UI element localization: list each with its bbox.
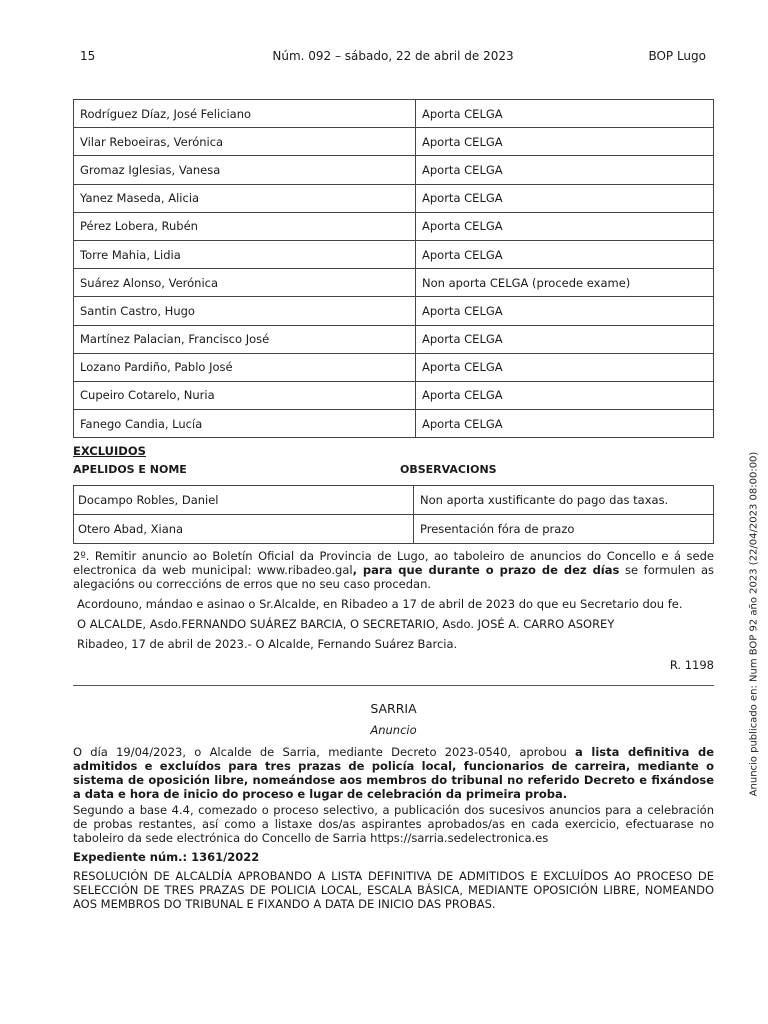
excluded-col-name: APELIDOS E NOME [73,463,187,476]
table-row [74,410,714,438]
applicant-observation: Aporta CELGA [416,353,714,381]
applicant-name: Pérez Lobera, Rubén [74,212,416,240]
sarria-title: SARRIA [370,701,417,716]
applicant-observation: Non aporta xustificante do pago das taxas. [414,486,714,515]
applicant-name: Lozano Pardiño, Pablo José [74,353,416,381]
page-number: 15 [80,49,96,63]
table-row [74,156,714,184]
sarria-p1-bold: a lista definitiva de admitidos e excluídos para tres prazas de policía local, funcionarios de carreira, mediante o sistema de oposición libre, nomeándose aos membros do tribunal no referido Decreto e fixándose a data e hora de inicio do proceso e lugar de celebración da primeira proba. [73,745,714,801]
applicant-name: Martínez Palacian, Francisco José [74,325,416,353]
table-row [74,353,714,381]
table-row [74,240,714,268]
applicant-observation: Aporta CELGA [416,297,714,325]
remit-paragraph [73,549,714,591]
sarria-resolution: RESOLUCIÓN DE ALCALDÍA APROBANDO A LISTA DEFINITIVA DE ADMITIDOS E EXCLUÍDOS AO PROCESO DE SELECCIÓN DE TRES PRAZAS DE POLICIA LOCAL, ESCALA BÁSICA, MEDIANTE OPOSICIÓN LIBRE, NOMEANDO AOS MEMBROS DO TRIBUNAL E FIXANDO A DATA DE INICIO DAS PROBAS. [73,869,714,911]
applicant-observation: Aporta CELGA [416,410,714,438]
applicant-name: Suárez Alonso, Verónica [74,269,416,297]
agreement-paragraph: Acordouno, mándao e asinao o Sr.Alcalde, en Ribadeo a 17 de abril de 2023 do que eu Secretario dou fe. [77,597,683,611]
applicant-name: Rodríguez Díaz, José Feliciano [74,100,416,128]
reference-number: R. 1198 [669,658,714,672]
remit-deadline: , para que durante o prazo de dez días [352,563,620,577]
applicant-observation: Presentación fóra de prazo [414,515,714,544]
applicant-name: Otero Abad, Xiana [74,515,414,544]
issue-date: Núm. 092 – sábado, 22 de abril de 2023 [272,49,514,63]
applicant-name: Yanez Maseda, Alicia [74,184,416,212]
applicant-observation: Non aporta CELGA (procede exame) [416,269,714,297]
applicant-observation: Aporta CELGA [416,240,714,268]
remit-text: 2º. Remitir anuncio ao Boletín Oficial da Provincia de Lugo, ao taboleiro de anuncios do Concello e á sede electronica da web municipal: www.ribadeo.gal [73,549,714,577]
applicant-observation: Aporta CELGA [416,100,714,128]
date-signature: Ribadeo, 17 de abril de 2023.- O Alcalde, Fernando Suárez Barcia. [77,637,458,651]
applicant-name: Torre Mahia, Lidia [74,240,416,268]
publication-side-note: Anuncio publicado en: Num BOP 92 año 2023 (22/04/2023 08:00:00) [748,451,760,797]
sarria-p1-text: O día 19/04/2023, o Alcalde de Sarria, mediante Decreto 2023-0540, aprobou [73,745,576,759]
table-row [74,128,714,156]
table-row [74,212,714,240]
excluded-table [73,485,714,544]
applicant-name: Vilar Reboeiras, Verónica [74,128,416,156]
applicant-name: Fanego Candia, Lucía [74,410,416,438]
applicant-observation: Aporta CELGA [416,184,714,212]
applicant-observation: Aporta CELGA [416,325,714,353]
table-row [74,269,714,297]
applicant-observation: Aporta CELGA [416,212,714,240]
sarria-paragraph-2: Segundo a base 4.4, comezado o proceso selectivo, a publicación dos sucesivos anuncios para a celebración de probas restantes, así como a listaxe dos/as aspirantes aprobados/as en cada exercicio, efectuarase no taboleiro da sede electrónica do Concello de Sarria https://sarria.sedelectronica.es [73,803,714,845]
publication-name: BOP Lugo [648,49,706,63]
applicant-observation: Aporta CELGA [416,381,714,409]
table-row [74,381,714,409]
sarria-expediente: Expediente núm.: 1361/2022 [73,850,260,864]
admitted-table [73,99,714,438]
table-row [74,486,714,515]
table-row [74,184,714,212]
applicant-name: Docampo Robles, Daniel [74,486,414,515]
page-header [80,49,706,65]
applicant-observation: Aporta CELGA [416,128,714,156]
signatures-paragraph: O ALCALDE, Asdo.FERNANDO SUÁREZ BARCIA, O SECRETARIO, Asdo. JOSÉ A. CARRO ASOREY [77,617,615,631]
sarria-subtitle: Anuncio [370,723,417,737]
excluded-title: EXCLUIDOS [73,444,146,458]
table-row [74,100,714,128]
applicant-name: Cupeiro Cotarelo, Nuria [74,381,416,409]
table-row [74,297,714,325]
table-row [74,515,714,544]
applicant-name: Santin Castro, Hugo [74,297,416,325]
sarria-paragraph-1 [73,745,714,801]
applicant-name: Gromaz Iglesias, Vanesa [74,156,416,184]
remit-text-end: se formulen as alegacións ou correccións de erros que no seu caso procedan. [73,563,714,591]
table-row [74,325,714,353]
applicant-observation: Aporta CELGA [416,156,714,184]
section-divider [73,685,714,686]
excluded-col-observations: OBSERVACIONS [400,463,497,476]
